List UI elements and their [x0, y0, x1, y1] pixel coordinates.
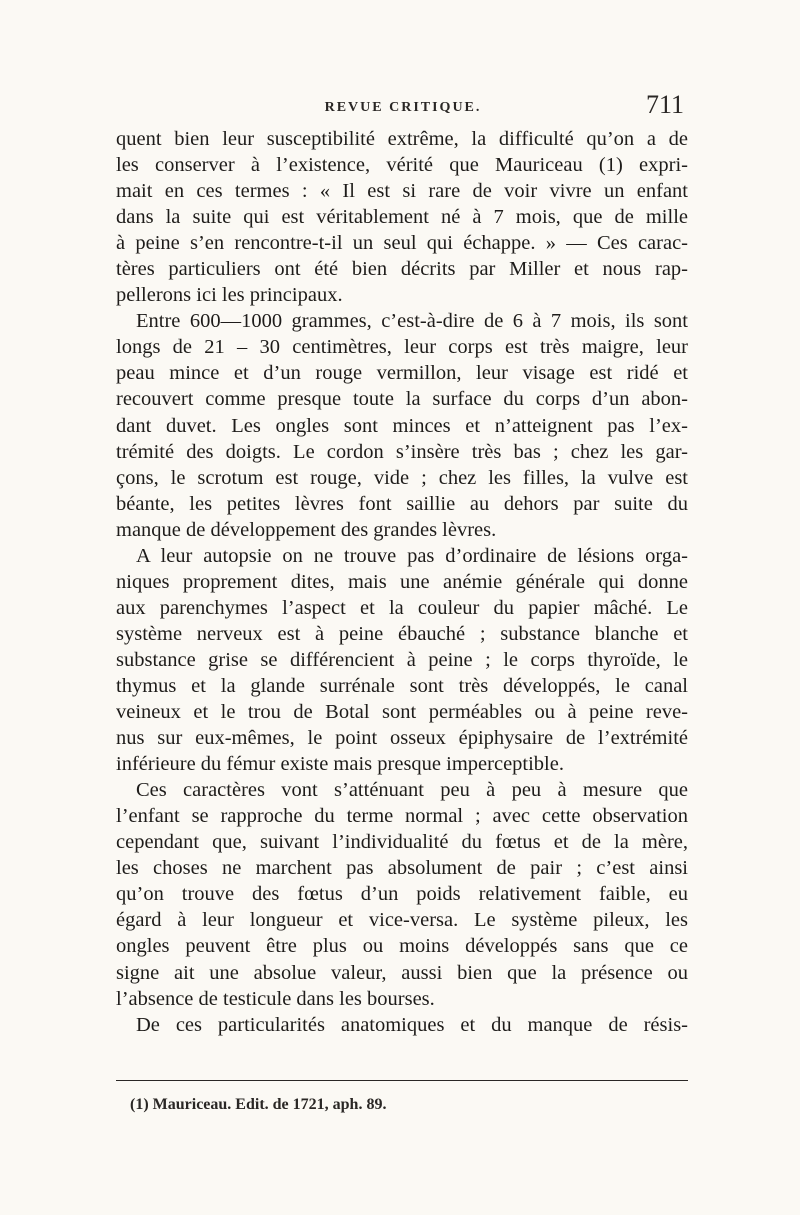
- text-line: l’absence de testicule dans les bourses.: [116, 987, 435, 1010]
- text-line: signe ait une absolue valeur, aussi bien que la présence ou: [116, 961, 688, 984]
- text-line: manque de développement des grandes lèvres.: [116, 518, 497, 541]
- text-line: ongles peuvent être plus ou moins développés sans que ce: [116, 935, 688, 958]
- text-line: dans la suite qui est véritablement né à 7 mois, que de mille: [116, 206, 688, 229]
- text-line: aux parenchymes l’aspect et la couleur du papier mâché. Le: [116, 596, 688, 619]
- paragraph: [116, 1012, 688, 1038]
- text-line: cependant que, suivant l’individualité du fœtus et de la mère,: [116, 831, 688, 854]
- paragraph: [116, 126, 688, 308]
- text-line: dant duvet. Les ongles sont minces et n’atteignent pas l’ex-: [116, 414, 688, 437]
- text-line: béante, les petites lèvres font saillie au dehors par suite du: [116, 492, 688, 515]
- paragraph: [116, 308, 688, 542]
- text-line: égard à leur longueur et vice-versa. Le système pileux, les: [116, 909, 688, 932]
- footnote: (1) Mauriceau. Edit. de 1721, aph. 89.: [130, 1096, 387, 1113]
- running-head: [118, 90, 688, 124]
- text-line: De ces particularités anatomiques et du manque de résis-: [136, 1013, 688, 1036]
- text-line: thymus et la glande surrénale sont très développés, le canal: [116, 674, 688, 697]
- paragraph: [116, 543, 688, 777]
- text-line: Entre 600—1000 grammes, c’est-à-dire de 6 à 7 mois, ils sont: [136, 310, 688, 333]
- text-line: l’enfant se rapproche du terme normal ; avec cette observation: [116, 805, 688, 828]
- text-line: système nerveux est à peine ébauché ; substance blanche et: [116, 622, 688, 645]
- text-line: nus sur eux-mêmes, le point osseux épiphysaire de l’extrémité: [116, 727, 688, 750]
- text-line: inférieure du fémur existe mais presque imperceptible.: [116, 753, 564, 776]
- text-line: niques proprement dites, mais une anémie générale qui donne: [116, 570, 688, 593]
- text-line: longs de 21 – 30 centimètres, leur corps est très maigre, leur: [116, 336, 688, 359]
- text-line: à peine s’en rencontre-t-il un seul qui échappe. » — Ces carac-: [116, 232, 688, 255]
- text-line: veineux et le trou de Botal sont perméables ou à peine reve-: [116, 701, 688, 724]
- text-line: qu’on trouve des fœtus d’un poids relativement faible, eu: [116, 883, 688, 906]
- text-line: A leur autopsie on ne trouve pas d’ordinaire de lésions orga-: [136, 544, 688, 567]
- text-line: recouvert comme presque toute la surface du corps d’un abon-: [116, 388, 688, 411]
- text-line: substance grise se différencient à peine ; le corps thyroïde, le: [116, 648, 688, 671]
- body-text: [116, 126, 688, 1038]
- text-line: tères particuliers ont été bien décrits par Miller et nous rap-: [116, 258, 688, 281]
- footnote-rule: [116, 1080, 688, 1081]
- text-line: trémité des doigts. Le cordon s’insère très bas ; chez les gar-: [116, 440, 688, 463]
- text-line: Ces caractères vont s’atténuant peu à peu à mesure que: [136, 779, 688, 802]
- page-number: 711: [645, 90, 684, 119]
- paragraph: [116, 777, 688, 1011]
- text-line: peau mince et d’un rouge vermillon, leur visage est ridé et: [116, 362, 688, 385]
- text-line: quent bien leur susceptibilité extrême, la difficulté qu’on a de: [116, 128, 688, 150]
- text-line: les conserver à l’existence, vérité que Mauriceau (1) expri-: [116, 154, 688, 177]
- text-line: pellerons ici les principaux.: [116, 284, 343, 307]
- running-title: REVUE CRITIQUE.: [324, 100, 482, 115]
- text-line: les choses ne marchent pas absolument de pair ; c’est ainsi: [116, 857, 688, 880]
- text-line: çons, le scrotum est rouge, vide ; chez les filles, la vulve est: [116, 466, 688, 489]
- text-line: mait en ces termes : « Il est si rare de voir vivre un enfant: [116, 180, 688, 203]
